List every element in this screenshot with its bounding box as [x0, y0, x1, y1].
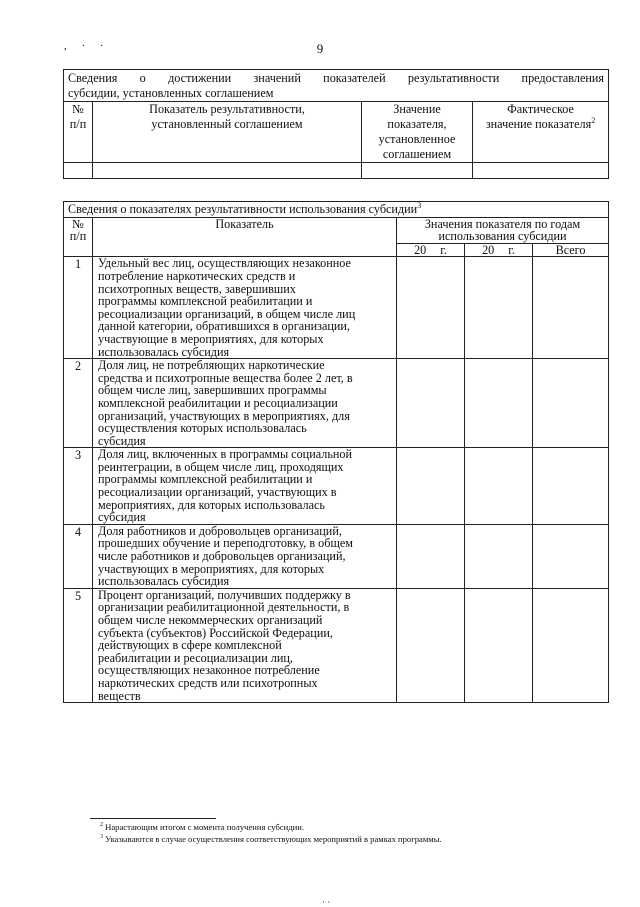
achievement-table-title — [64, 70, 609, 102]
text-line: числе работников и добровольцев организаций, — [98, 549, 346, 564]
indicator-text — [93, 448, 397, 525]
table-row — [64, 588, 609, 702]
text-line: общем числе лиц, завершивших программы — [98, 383, 327, 398]
row-number: 1 — [64, 257, 93, 359]
text-line: психотропных веществ, завершивших — [98, 281, 296, 296]
page-number: 9 — [316, 41, 324, 56]
empty-cell — [93, 163, 362, 179]
header-total: Всего — [533, 243, 609, 257]
row-number: 4 — [64, 524, 93, 588]
text-line: наркотических средств или психотропных — [98, 675, 318, 690]
year-prefix: 20 — [482, 242, 495, 257]
text-line: Процент организаций, получивших поддержку в — [98, 587, 351, 602]
value-cell — [465, 359, 533, 448]
indicator-text — [93, 257, 397, 359]
value-cell — [465, 588, 533, 702]
indicator-text — [93, 588, 397, 702]
text-line: участвующие в мероприятиях, для которых — [98, 331, 324, 346]
header-year-2 — [465, 243, 533, 257]
empty-cell — [473, 163, 609, 179]
row-number: 5 — [64, 588, 93, 702]
text-line: осуществляющих незаконное потребление — [98, 663, 320, 678]
footnote-text: Нарастающим итогом с момента получения субсидии. — [105, 822, 304, 832]
achievement-table-title-line: Сведения о достижении значений показателей результативности предоставления — [68, 71, 605, 85]
table-row — [64, 524, 609, 588]
footnote — [100, 822, 304, 833]
achievement-table-title-line: субсидии, установленных соглашением — [68, 86, 274, 100]
usage-table-header-row — [64, 217, 609, 243]
text-line: Доля работников и добровольцев организаций, — [98, 523, 342, 538]
value-cell — [397, 448, 465, 525]
achievement-table-title-row — [64, 70, 609, 102]
text-line: Удельный вес лиц, осуществляющих незаконное — [98, 256, 351, 271]
text-line: Доля лиц, включенных в программы социальной — [98, 447, 353, 462]
header-text: установленное — [378, 132, 456, 146]
value-cell — [533, 588, 609, 702]
scan-edge-marks: · · — [322, 897, 331, 907]
footnote-mark: 2 — [100, 822, 103, 829]
footnote-text: Указываются в случае осуществления соответствующих мероприятий в рамках программы. — [105, 834, 442, 844]
header-text: значение показателя — [485, 117, 592, 131]
header-text: № — [72, 216, 84, 231]
text-line: общем числе некоммерческих организаций — [98, 613, 323, 627]
value-cell — [397, 588, 465, 702]
usage-table-title — [64, 202, 609, 218]
header-num — [64, 217, 93, 257]
footnote — [100, 834, 442, 845]
year-prefix: 20 — [414, 242, 427, 257]
text-line: ресоциализации организаций, участвующих в — [98, 485, 337, 500]
value-cell — [533, 524, 609, 588]
header-text: п/п — [69, 117, 87, 131]
text-line: организации реабилитационной деятельности, в — [98, 600, 350, 615]
header-set-value — [362, 102, 473, 163]
header-text: Значения показателя по годам — [424, 216, 581, 231]
usage-table-title-row — [64, 202, 609, 218]
text-line: данной категории, обратившихся в организации, — [98, 319, 350, 334]
text-line: участвующих в мероприятиях, для которых — [98, 561, 325, 576]
header-indicator: Показатель — [93, 217, 397, 257]
header-actual-value — [473, 102, 609, 163]
usage-table-title-text: Сведения о показателях результативности использования субсидии — [68, 202, 418, 216]
text-line: субсидия — [98, 510, 146, 525]
header-text: № — [72, 102, 84, 116]
text-line: реинтеграции, в общем числе лиц, проходящих — [98, 459, 344, 474]
achievement-table-empty-row — [64, 163, 609, 179]
achievement-table-header-row — [64, 102, 609, 163]
header-num — [64, 102, 93, 163]
text-line: использовалась субсидия — [98, 344, 230, 359]
text-line: действующих в сфере комплексной — [98, 638, 282, 653]
value-cell — [533, 257, 609, 359]
text-line: потребление наркотических средств и — [98, 268, 296, 283]
text-line: субъекта (субъектов) Российской Федерации, — [98, 625, 333, 640]
footnote-mark: 3 — [100, 834, 103, 841]
text-line: веществ — [98, 688, 141, 703]
scan-marks: , · · — [64, 40, 110, 52]
text-line: средства и психотропные вещества более 2 лет, в — [98, 370, 353, 385]
value-cell — [397, 257, 465, 359]
year-suffix: г. — [440, 242, 447, 257]
text-line: осуществления которых использовалась — [98, 421, 307, 436]
header-text: использования субсидии — [438, 229, 567, 244]
header-text-with-sup — [476, 117, 605, 132]
footnote-ref: 2 — [591, 115, 596, 125]
empty-cell — [362, 163, 473, 179]
text-line: организаций, участвующих в мероприятиях, для — [98, 408, 350, 423]
value-cell — [533, 448, 609, 525]
row-number: 3 — [64, 448, 93, 525]
table-row — [64, 359, 609, 448]
usage-indicators-table — [63, 201, 609, 703]
header-text: Показатель результативности, — [149, 102, 305, 116]
text-line: использовалась субсидия — [98, 574, 230, 589]
header-values-by-year — [397, 217, 609, 243]
value-cell — [397, 359, 465, 448]
header-text: Значение — [393, 102, 441, 116]
value-cell — [465, 524, 533, 588]
text-line: мероприятиях, для которых использовалась — [98, 497, 325, 512]
text-line: Доля лиц, не потребляющих наркотические — [98, 358, 325, 373]
table-row — [64, 448, 609, 525]
text-line: программы комплексной реабилитации и — [98, 472, 313, 487]
header-text: п/п — [69, 229, 87, 244]
header-text: показателя, — [387, 117, 447, 131]
text-line: ресоциализации организаций, в общем числе лиц — [98, 306, 356, 321]
footnote-ref: 3 — [417, 200, 422, 210]
year-suffix: г. — [508, 242, 515, 257]
text-line: субсидия — [98, 433, 146, 448]
text-line: комплексной реабилитации и ресоциализации — [98, 395, 338, 410]
value-cell — [397, 524, 465, 588]
empty-cell — [64, 163, 93, 179]
value-cell — [533, 359, 609, 448]
value-cell — [465, 448, 533, 525]
achievement-table — [63, 69, 609, 179]
header-year-1 — [397, 243, 465, 257]
footnote-divider — [90, 818, 216, 819]
table-row — [64, 257, 609, 359]
header-text: установленный соглашением — [151, 117, 303, 131]
text-line: реабилитации и ресоциализации лиц, — [98, 650, 293, 665]
text-line: программы комплексной реабилитации и — [98, 294, 313, 309]
header-text: соглашением — [382, 147, 452, 161]
value-cell — [465, 257, 533, 359]
text-line: прошедших обучение и переподготовку, в общем — [98, 536, 353, 551]
indicator-text — [93, 359, 397, 448]
indicator-text — [93, 524, 397, 588]
row-number: 2 — [64, 359, 93, 448]
header-text: Фактическое — [507, 102, 574, 116]
header-indicator — [93, 102, 362, 163]
